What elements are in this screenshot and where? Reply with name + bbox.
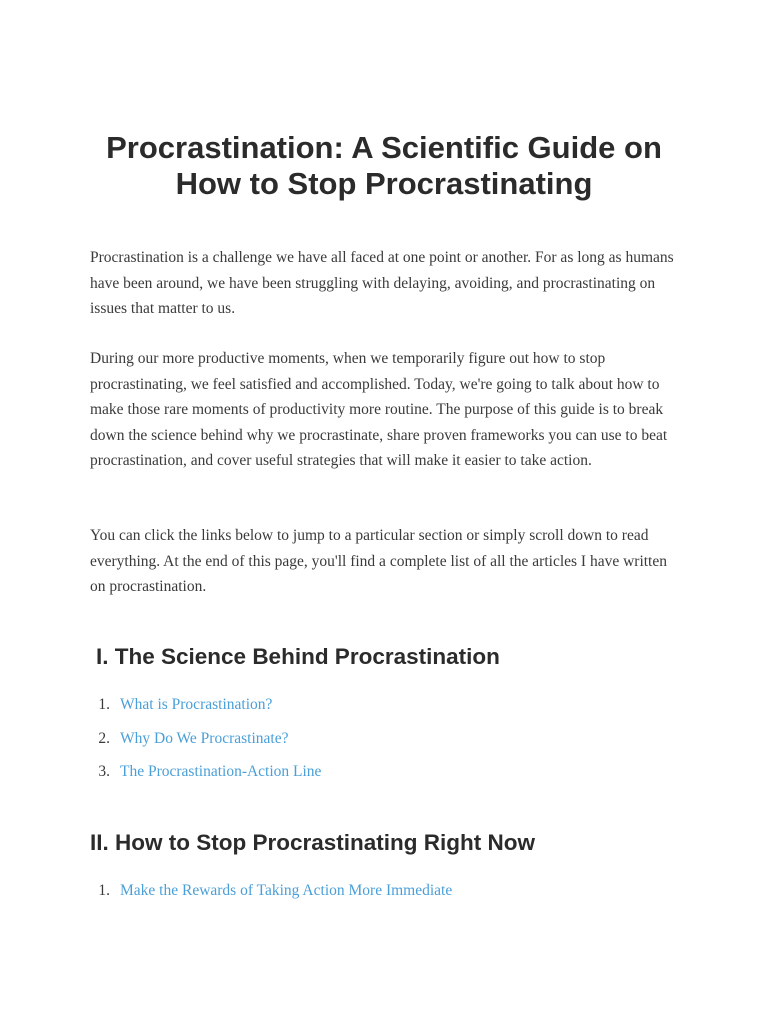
toc-link-what-is-procrastination[interactable]: What is Procrastination? [120, 696, 273, 713]
section-heading-science: I. The Science Behind Procrastination [96, 644, 500, 669]
list-number: 1. [98, 696, 110, 713]
list-number: 1. [98, 882, 110, 899]
toc-link-make-rewards-immediate[interactable]: Make the Rewards of Taking Action More Immediate [120, 882, 453, 899]
toc-list-stop-now [90, 878, 675, 912]
list-item [90, 692, 675, 726]
intro-paragraph: Procrastination is a challenge we have all faced at one point or another. For as long as humans have been around, we have been struggling with delaying, avoiding, and procrastinating on issues that matter to us. [90, 249, 674, 318]
list-item [90, 759, 675, 793]
toc-list-science [90, 692, 675, 793]
list-number: 3. [98, 763, 110, 781]
list-item [90, 878, 675, 912]
navigation-paragraph: You can click the links below to jump to a particular section or simply scroll down to read everything. At the end of this page, you'll find a complete list of all the articles I have written on procrastination. [90, 527, 667, 596]
list-number: 2. [98, 729, 110, 747]
list-item [90, 726, 675, 760]
toc-link-why-do-we-procrastinate[interactable]: Why Do We Procrastinate? [120, 729, 289, 747]
article-title: Procrastination: A Scientific Guide on How to Stop Procrastinating [106, 130, 662, 201]
purpose-paragraph: During our more productive moments, when we temporarily figure out how to stop procrastinating, we feel satisfied and accomplished. Today, we're going to talk about how to make those rare moments of productivity more routine. The purpose of this guide is to break down the science behind why we procrastinate, share proven frameworks you can use to beat procrastination, and cover useful strategies that will make it easier to take action. [90, 350, 668, 470]
toc-link-procrastination-action-line[interactable]: The Procrastination-Action Line [120, 763, 322, 781]
section-heading-stop-now: II. How to Stop Procrastinating Right Now [90, 830, 535, 855]
